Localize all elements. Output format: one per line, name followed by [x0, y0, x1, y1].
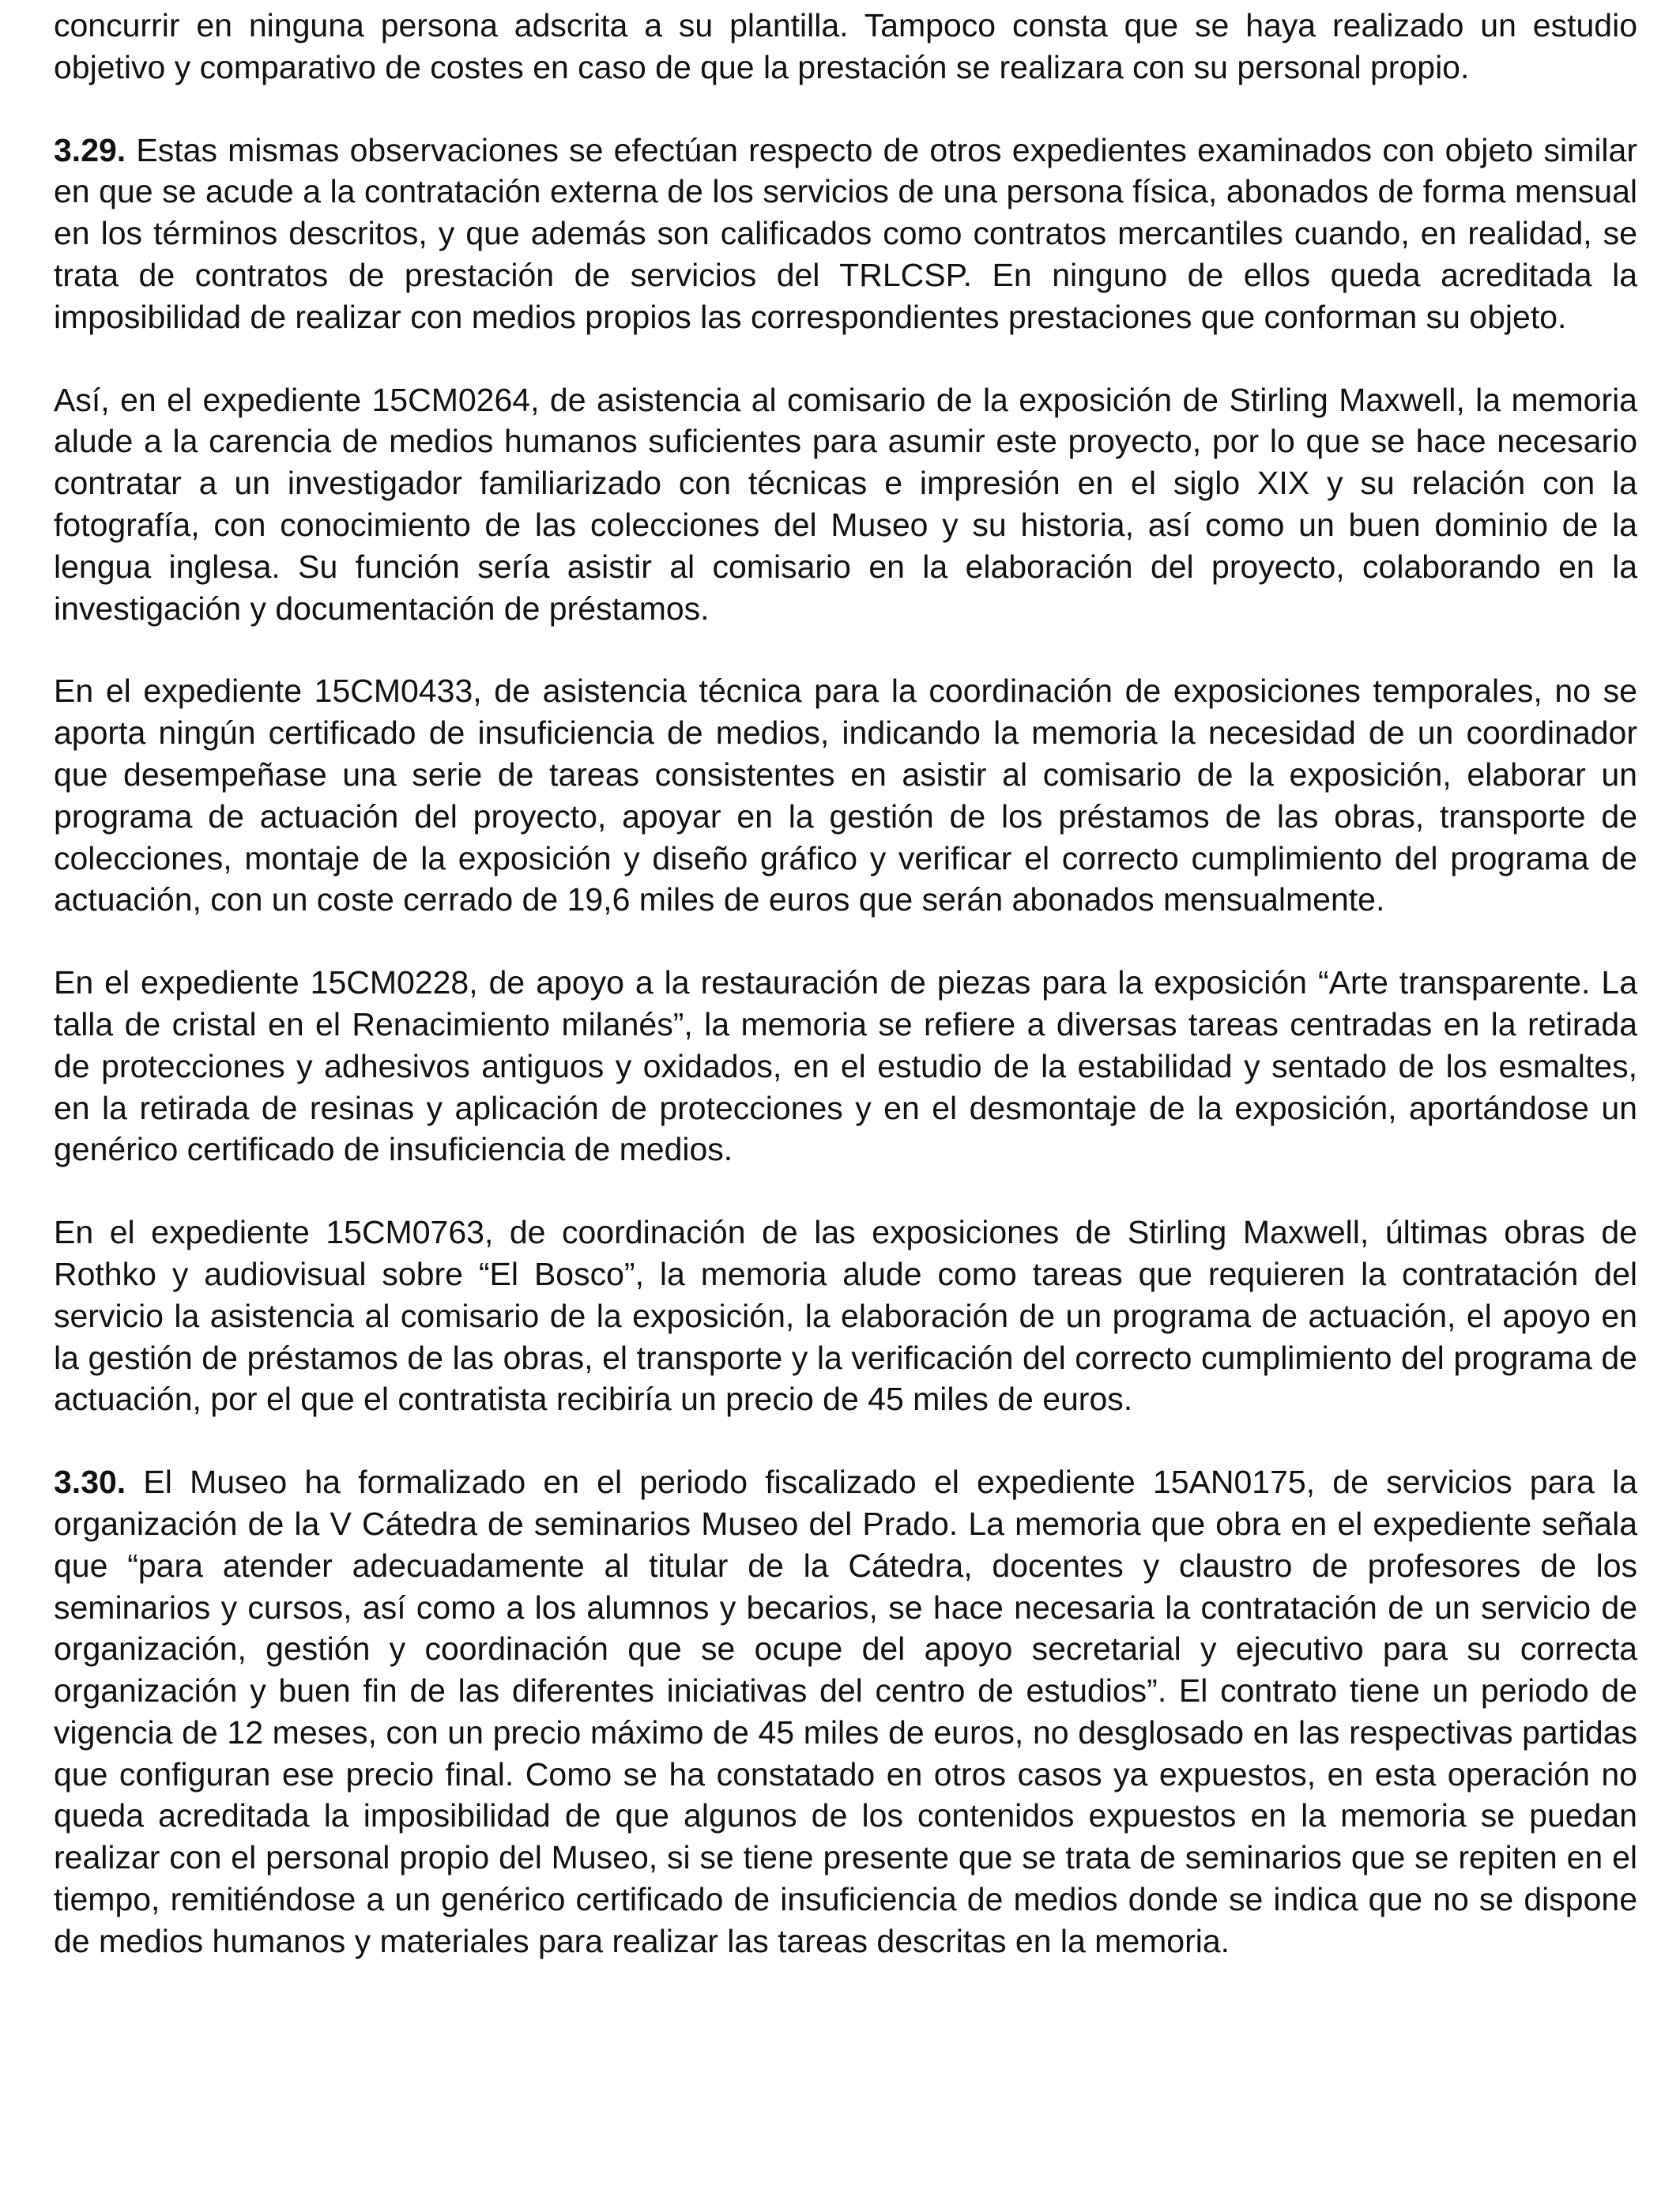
- paragraph-text: Estas mismas observaciones se efectúan respecto de otros expedientes examinados con objeto similar en que se acude a la contratación externa de los servicios de una persona física, abonados de forma mensual en los términos descritos, y que además son calificados como contratos mercantiles cuando, en realidad, se trata de contratos de prestación de servicios del TRLCSP. En ninguno de ellos queda acreditada la imposibilidad de realizar con medios propios las correspondientes prestaciones que conforman su objeto.: [54, 131, 1637, 335]
- paragraph-text: En el expediente 15CM0228, de apoyo a la restauración de piezas para la exposición “Arte transparente. La talla de cristal en el Renacimiento milanés”, la memoria se refiere a diversas tareas centradas en la retirada de protecciones y adhesivos antiguos y oxidados, en el estudio de la estabilidad y sentado de los esmaltes, en la retirada de resinas y aplicación de protecciones y en el desmontaje de la exposición, aportándose un genérico certificado de insuficiencia de medios.: [54, 964, 1637, 1168]
- paragraph-continuation: [54, 5, 1637, 89]
- paragraph-number: 3.30.: [54, 1464, 126, 1501]
- paragraph-text: El Museo ha formalizado en el periodo fiscalizado el expediente 15AN0175, de servicios para la organización de la V Cátedra de seminarios Museo del Prado. La memoria que obra en el expediente señala que “para atender adecuadamente al titular de la Cátedra, docentes y claustro de profesores de los seminarios y cursos, así como a los alumnos y becarios, se hace necesaria la contratación de un servicio de organización, gestión y coordinación que se ocupe del apoyo secretarial y ejecutivo para su correcta organización y buen fin de las diferentes iniciativas del centro de estudios”. El contrato tiene un periodo de vigencia de 12 meses, con un precio máximo de 45 miles de euros, no desglosado en las respectivas partidas que configuran ese precio final. Como se ha constatado en otros casos ya expuestos, en esta operación no queda acreditada la imposibilidad de que algunos de los contenidos expuestos en la memoria se puedan realizar con el personal propio del Museo, si se tiene presente que se trata de seminarios que se repiten en el tiempo, remitiéndose a un genérico certificado de insuficiencia de medios donde se indica que no se dispone de medios humanos y materiales para realizar las tareas descritas en la memoria.: [54, 1464, 1637, 1959]
- paragraph-3-30: [54, 1461, 1637, 1962]
- paragraph-text: Así, en el expediente 15CM0264, de asistencia al comisario de la exposición de Stirling Maxwell, la memoria alude a la carencia de medios humanos suficientes para asumir este proyecto, por lo que se hace necesario contratar a un investigador familiarizado con técnicas e impresión en el siglo XIX y su relación con la fotografía, con conocimiento de las colecciones del Museo y su historia, así como un buen dominio de la lengua inglesa. Su función sería asistir al comisario en la elaboración del proyecto, colaborando en la investigación y documentación de préstamos.: [54, 381, 1637, 627]
- paragraph-15CM0228: [54, 962, 1637, 1171]
- paragraph-15CM0763: [54, 1212, 1637, 1420]
- paragraph-number: 3.29.: [54, 131, 126, 168]
- paragraph-15CM0264: [54, 379, 1637, 630]
- paragraph-text: concurrir en ninguna persona adscrita a su plantilla. Tampoco consta que se haya realizado un estudio objetivo y comparativo de costes en caso de que la prestación se realizara con su personal propio.: [54, 7, 1637, 85]
- document-page: [54, 5, 1637, 2004]
- paragraph-3-29: [54, 130, 1637, 338]
- paragraph-text: En el expediente 15CM0763, de coordinación de las exposiciones de Stirling Maxwell, últimas obras de Rothko y audiovisual sobre “El Bosco”, la memoria alude como tareas que requieren la contratación del servicio la asistencia al comisario de la exposición, la elaboración de un programa de actuación, el apoyo en la gestión de préstamos de las obras, el transporte y la verificación del correcto cumplimiento del programa de actuación, por el que el contratista recibiría un precio de 45 miles de euros.: [54, 1214, 1637, 1418]
- paragraph-15CM0433: [54, 670, 1637, 921]
- paragraph-text: En el expediente 15CM0433, de asistencia técnica para la coordinación de exposiciones temporales, no se aporta ningún certificado de insuficiencia de medios, indicando la memoria la necesidad de un coordinador que desempeñase una serie de tareas consistentes en asistir al comisario de la exposición, elaborar un programa de actuación del proyecto, apoyar en la gestión de los préstamos de las obras, transporte de colecciones, montaje de la exposición y diseño gráfico y verificar el correcto cumplimiento del programa de actuación, con un coste cerrado de 19,6 miles de euros que serán abonados mensualmente.: [54, 673, 1637, 918]
